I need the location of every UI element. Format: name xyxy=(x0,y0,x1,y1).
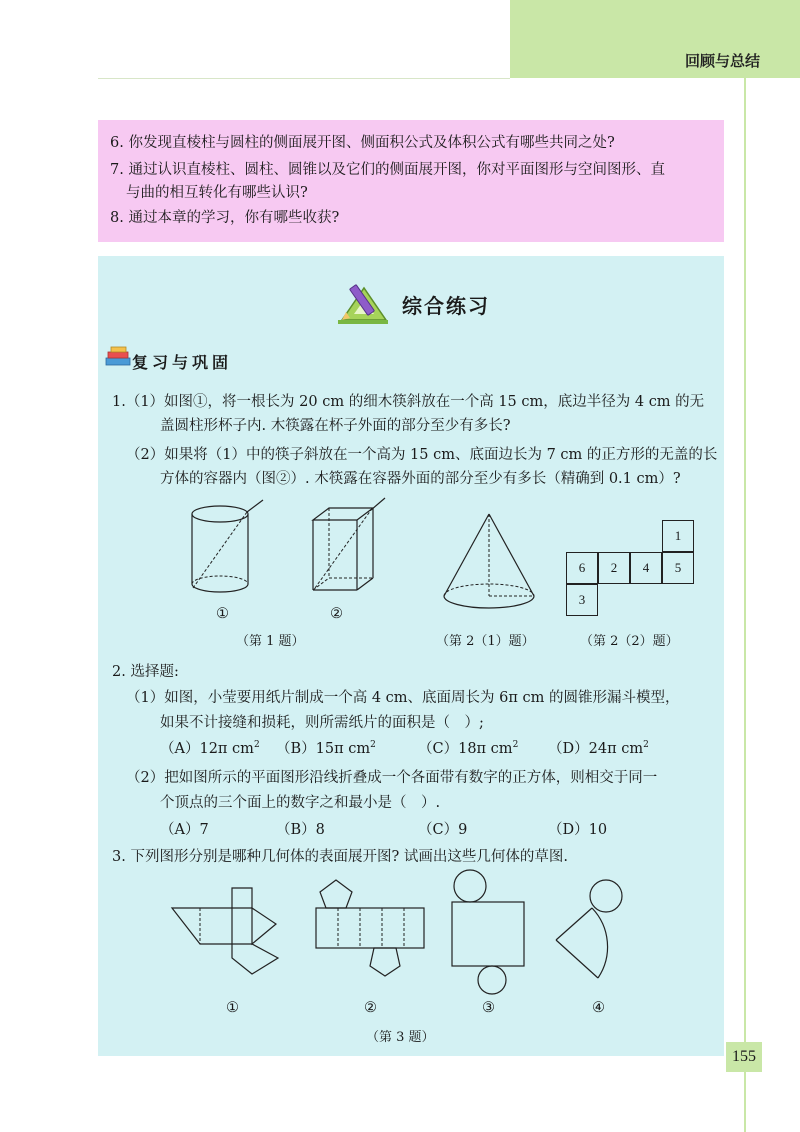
review-question-8: 8. 通过本章的学习，你有哪些收获? xyxy=(110,210,340,226)
net-triangular-prism-figure xyxy=(170,880,290,980)
cube-net-cell: 4 xyxy=(630,552,662,584)
review-question-6: 6. 你发现直棱柱与圆柱的侧面展开图、侧面积公式及体积公式有哪些共同之处? xyxy=(110,135,615,151)
figure-3-label-1: ① xyxy=(226,1000,239,1016)
subtitle-review-consolidate: 复习与巩固 xyxy=(132,353,233,372)
cube-net-cell: 3 xyxy=(566,584,598,616)
figure-3-label-4: ④ xyxy=(592,1000,605,1016)
problem-2-2-option-a: （A）7 xyxy=(160,822,209,838)
caption-problem-2-1: （第 2（1）题） xyxy=(436,634,535,649)
net-cylinder-figure xyxy=(448,868,538,994)
problem-1-2-line2: 方体的容器内（图②）. 木筷露在容器外面的部分至少有多长（精确到 0.1 cm）? xyxy=(160,471,681,487)
figure-3-label-2: ② xyxy=(364,1000,377,1016)
books-icon xyxy=(104,346,132,368)
problem-2-2-option-d: （D）10 xyxy=(548,822,608,838)
problem-2-1-option-d: （D）24π $cm^2$ xyxy=(548,740,649,757)
cube-net-figure xyxy=(566,520,694,616)
pencil-ruler-icon xyxy=(334,282,392,326)
problem-2-2-line2: 个顶点的三个面上的数字之和最小是（ ）. xyxy=(160,795,441,811)
cube-net-cell: 6 xyxy=(566,552,598,584)
header-title: 回顾与总结 xyxy=(684,52,760,70)
review-question-7-line1: 7. 通过认识直棱柱、圆柱、圆锥以及它们的侧面展开图，你对平面图形与空间图形、直 xyxy=(110,162,665,178)
problem-2-1-option-a: （A）12π $cm^2$ xyxy=(160,740,260,757)
side-rule xyxy=(744,78,746,1132)
caption-problem-3: （第 3 题） xyxy=(366,1030,435,1045)
review-question-7-line2: 与曲的相互转化有哪些认识? xyxy=(126,185,308,201)
problem-1-1-line2: 盖圆柱形杯子内. 木筷露在杯子外面的部分至少有多长? xyxy=(160,418,511,434)
problem-1-2-line1: （2）如果将（1）中的筷子斜放在一个高为 15 cm、底面边长为 7 cm 的正方形的无盖的长 xyxy=(126,447,718,463)
problem-2-1-line1: （1）如图，小莹要用纸片制成一个高 4 cm、底面周长为 6π cm 的圆锥形漏斗模型， xyxy=(126,690,680,706)
review-questions-box xyxy=(98,120,724,242)
problem-2-2-line1: （2）把如图所示的平面图形沿线折叠成一个各面带有数字的正方体，则相交于同一 xyxy=(126,770,658,786)
cylinder-figure xyxy=(185,500,270,600)
cone-figure xyxy=(436,512,546,612)
caption-problem-2-2: （第 2（2）题） xyxy=(580,634,679,649)
problem-3: 3. 下列图形分别是哪种几何体的表面展开图? 试画出这些几何体的草图. xyxy=(112,849,568,865)
net-cone-figure xyxy=(550,878,640,988)
problem-2-2-option-c: （C）9 xyxy=(418,822,468,838)
problem-1-1-line1: 1.（1）如图①，将一根长为 20 cm 的细木筷斜放在一个高 15 cm，底边半径为 4 cm 的无 xyxy=(112,394,705,410)
problem-2-2-option-b: （B）8 xyxy=(276,822,325,838)
cuboid-figure xyxy=(305,498,390,602)
section-title: 综合练习 xyxy=(402,294,490,318)
problem-2-title: 2. 选择题: xyxy=(112,664,179,680)
net-pentagonal-prism-figure xyxy=(312,876,432,982)
problem-2-1-line2: 如果不计接缝和损耗，则所需纸片的面积是（ ）; xyxy=(160,715,484,731)
figure-1-label-2: ② xyxy=(330,606,343,622)
figure-3-label-3: ③ xyxy=(482,1000,495,1016)
cube-net-cell: 1 xyxy=(662,520,694,552)
caption-problem-1: （第 1 题） xyxy=(236,634,305,649)
header-rule xyxy=(98,78,510,79)
problem-2-1-option-c: （C）18π $cm^2$ xyxy=(418,740,519,757)
page-number: 155 xyxy=(726,1042,762,1072)
cube-net-cell: 2 xyxy=(598,552,630,584)
figure-1-label-1: ① xyxy=(216,606,229,622)
cube-net-cell: 5 xyxy=(662,552,694,584)
problem-2-1-option-b: （B）15π $cm^2$ xyxy=(276,740,376,757)
